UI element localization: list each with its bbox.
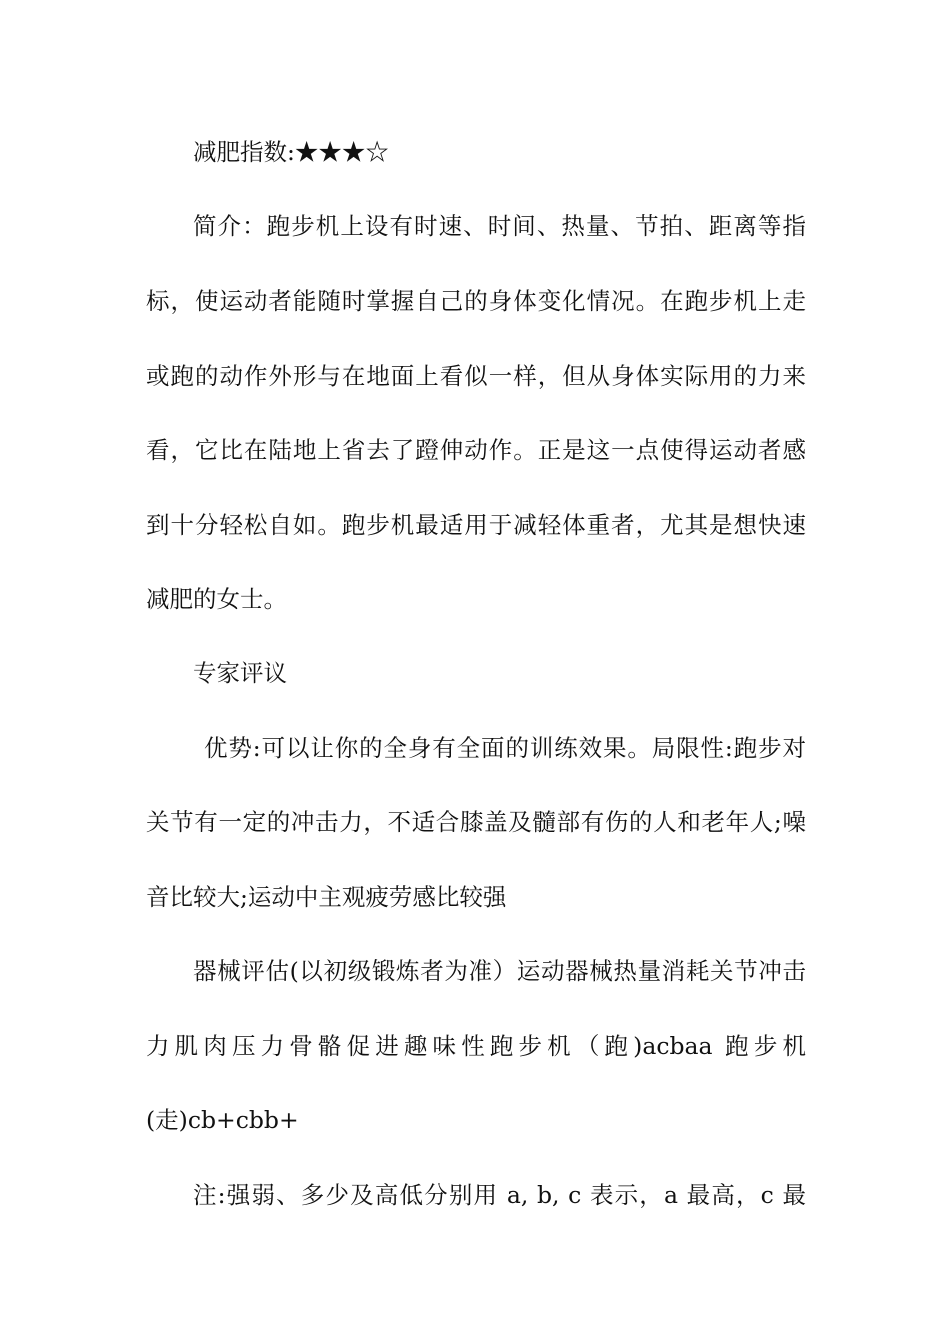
pros-cons-line: 关节有一定的冲击力，不适合膝盖及髓部有伤的人和老年人;噪 [146,808,806,836]
rating-line: 减肥指数:★★★☆ [193,138,389,166]
intro-line: 到十分轻松自如。跑步机最适用于减轻体重者，尤其是想快速 [146,511,806,539]
assessment-line: (走)cb+cbb+ [146,1106,299,1134]
intro-line: 或跑的动作外形与在地面上看似一样，但从身体实际用的力来 [146,362,806,390]
note-line: 注:强弱、多少及高低分别用 a, b, c 表示，a 最高，c 最 [193,1181,806,1209]
assessment-line: 力肌肉压力骨骼促进趣味性跑步机（跑)acbaa 跑步机 [146,1032,806,1060]
section-heading: 专家评议 [193,659,287,687]
intro-line: 标，使运动者能随时掌握自己的身体变化情况。在跑步机上走 [146,287,806,315]
intro-line: 看，它比在陆地上省去了蹬伸动作。正是这一点使得运动者感 [146,436,806,464]
intro-line: 减肥的女士。 [146,585,287,613]
intro-line: 简介：跑步机上设有时速、时间、热量、节拍、距离等指 [193,212,806,240]
pros-cons-line: 优势:可以让你的全身有全面的训练效果。局限性:跑步对 [204,734,806,762]
assessment-line: 器械评估(以初级锻炼者为准）运动器械热量消耗关节冲击 [193,957,806,985]
pros-cons-line: 音比较大;运动中主观疲劳感比较强 [146,883,507,911]
